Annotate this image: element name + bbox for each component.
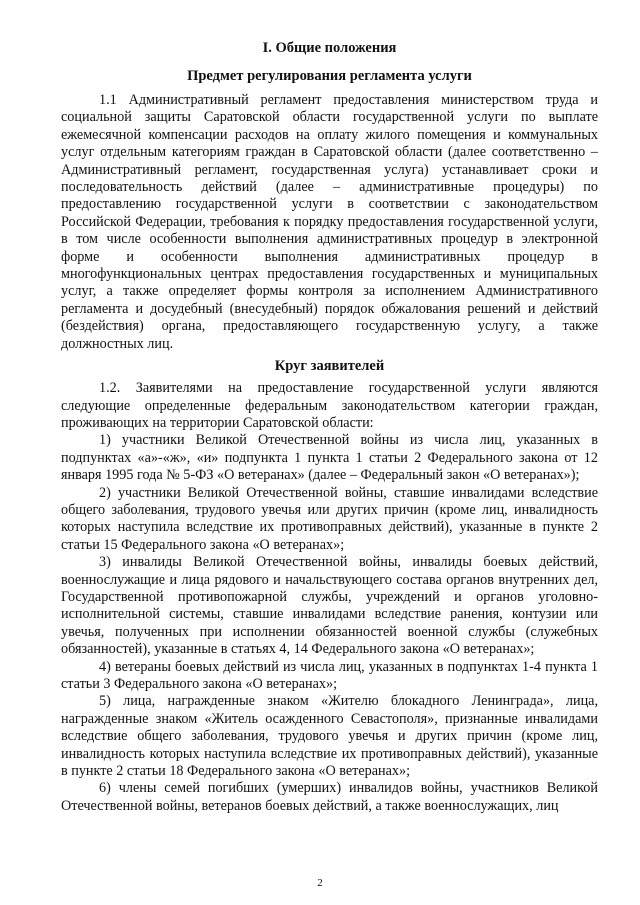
list-item-5: 5) лица, награжденные знаком «Жителю блокадного Ленинграда», лица, награжденные знаком «Житель осажденного Севастополя», признанные инвалидами вследствие общего заболевания, трудового увечья и других причин (кроме лиц, инвалидность которых наступила вследствие их противоправных действий), указанные в пункте 2 статьи 18 Федерального закона «О ветеранах»;: [61, 693, 598, 780]
list-item-4: 4) ветераны боевых действий из числа лиц, указанных в подпунктах 1-4 пункта 1 статьи 3 Федерального закона «О ветеранах»;: [61, 658, 598, 692]
section-title: I. Общие положения: [262, 40, 397, 56]
paragraph-1-1: 1.1 Административный регламент предоставления министерством труда и социальной защиты Саратовской области государственной услуги по выплате ежемесячной компенсации расходов на оплату жилого помещения и коммунальных услуг отдельным категориям граждан в Саратовской области (далее соответственно – Административный регламент, государственная услуга) устанавливает сроки и последовательность действий (далее – административные процедуры) по предоставлению государственной услуги в соответствии с законодательством Российской Федерации, требования к порядку предоставления государственной услуги, в том числе особенности выполнения административных процедур в электронной форме и особенности выполнения административных процедур в многофункциональных центрах предоставления государственных и муниципальных услуг, а также определяет формы контроля за исполнением Административного регламента и досудебный (внесудебный) порядок обжалования решений и действий (бездействия) органа, предоставляющего государственную услугу, а также должностных лиц.: [61, 92, 598, 352]
subject-heading: Предмет регулирования регламента услуги: [187, 68, 472, 84]
list-item-3: 3) инвалиды Великой Отечественной войны, инвалиды боевых действий, военнослужащие и лица рядового и начальствующего состава органов внутренних дел, Государственной противопожарной службы, учреждений и органов уголовно-исполнительной системы, ставшие инвалидами вследствие ранения, контузии или увечья, полученных при исполнении обязанностей военной службы (служебных обязанностей), указанные в статьях 4, 14 Федерального закона «О ветеранах»;: [61, 554, 598, 658]
applicants-heading: Круг заявителей: [274, 358, 385, 375]
paragraph-1-2: 1.2. Заявителями на предоставление государственной услуги являются следующие определенные федеральным законодательством категории граждан, проживающих на территории Саратовской области:: [61, 380, 598, 431]
page-content: [61, 38, 598, 815]
list-item-6: 6) члены семей погибших (умерших) инвалидов войны, участников Великой Отечественной войны, ветеранов боевых действий, а также военнослужащих, лиц: [61, 780, 598, 814]
list-item-1: 1) участники Великой Отечественной войны из числа лиц, указанных в подпунктах «а»-«ж», «и» подпункта 1 пункта 1 статьи 2 Федерального закона от 12 января 1995 года № 5-ФЗ «О ветеранах» (далее – Федеральный закон «О ветеранах»);: [61, 432, 598, 484]
list-item-2: 2) участники Великой Отечественной войны, ставшие инвалидами вследствие общего заболевания, трудового увечья или других причин (кроме лиц, инвалидность которых наступила вследствие их противоправных действий), указанные в пункте 2 статьи 15 Федерального закона «О ветеранах»;: [61, 484, 598, 553]
page-number: 2: [317, 877, 323, 889]
